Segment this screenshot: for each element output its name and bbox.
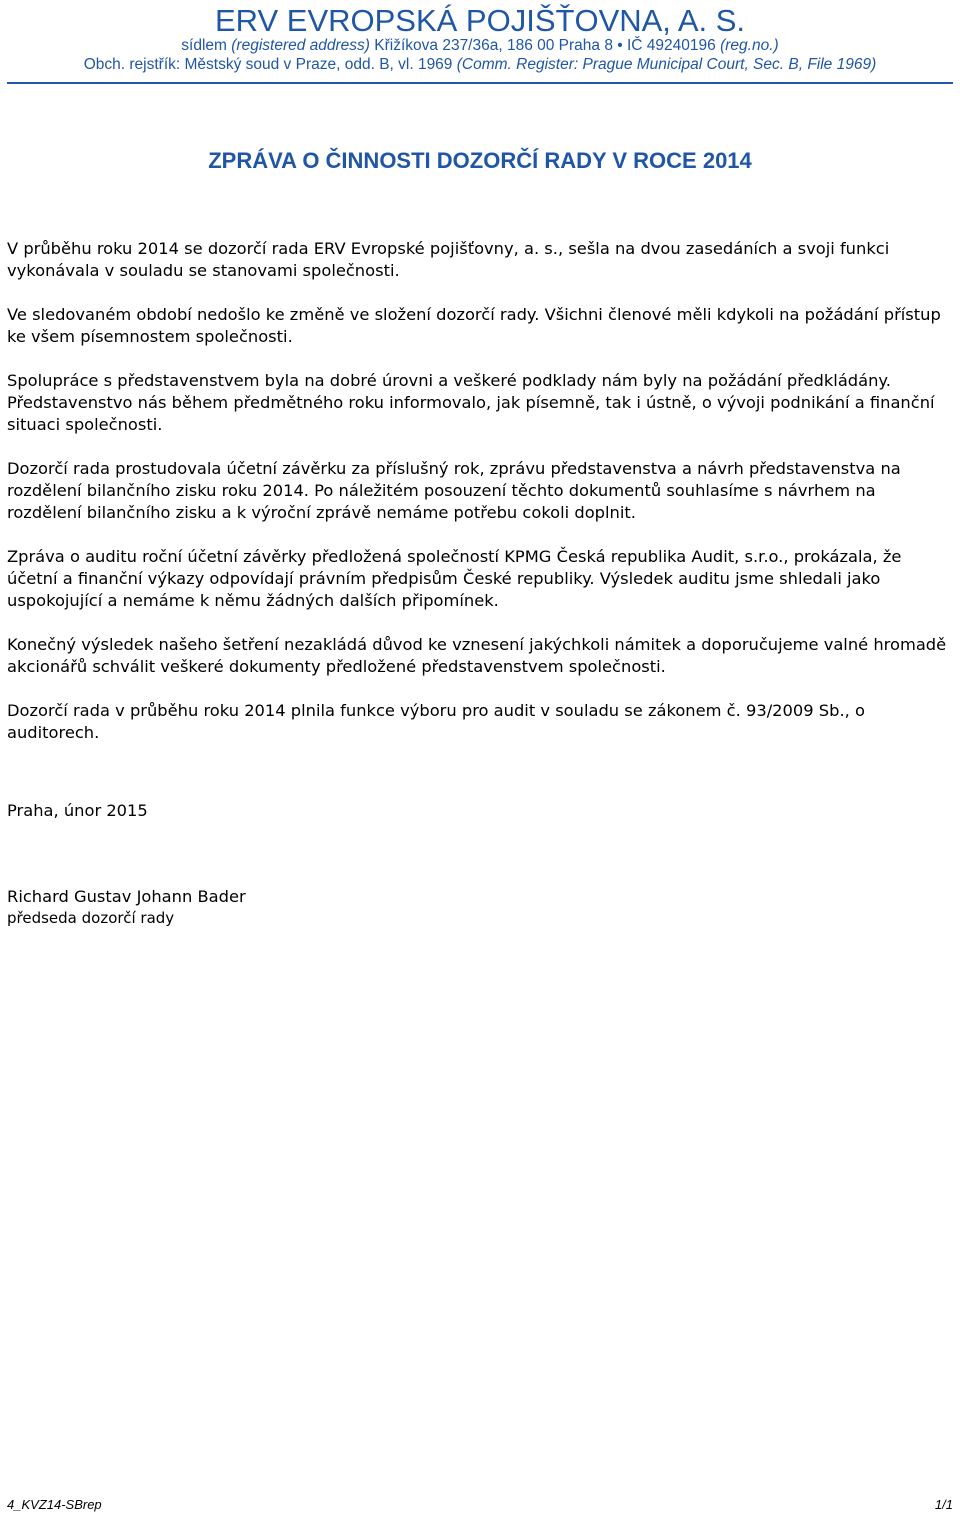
registered-address-line <box>0 37 960 55</box>
place-and-date: Praha, únor 2015 <box>7 801 148 820</box>
commercial-register-line <box>0 56 960 74</box>
header-divider <box>7 82 953 84</box>
registration-number-label: (reg.no.) <box>720 37 779 54</box>
paragraph-cooperation: Spolupráce s představenstvem byla na dobré úrovni a veškeré podklady nám byly na požádání předkládány. Představenstvo nás během předmětného roku informovalo, jak písemně, tak i ústně, o vývoji podnikání a finanční situaci společnosti. <box>7 371 935 434</box>
paragraph-financial-statements: Dozorčí rada prostudovala účetní závěrku za příslušný rok, zprávu představenstva a návrh představenstva na rozdělení bilančního zisku roku 2014. Po náležitém posouzení těchto dokumentů souhlasíme s návrhem na rozdělení bilančního zisku a k výroční zprávě nemáme potřebu cokoli doplnit. <box>7 459 901 522</box>
paragraph-composition: Ve sledovaném období nedošlo ke změně ve složení dozorčí rady. Všichni členové měli kdykoli na požádání přístup ke všem písemnostem společnosti. <box>7 305 941 346</box>
page-number: 1/1 <box>934 1497 953 1512</box>
paragraph-audit-committee: Dozorčí rada v průběhu roku 2014 plnila funkce výboru pro audit v souladu se zákonem č. 93/2009 Sb., o auditorech. <box>7 701 865 742</box>
register-text: Obch. rejstřík: Městský soud v Praze, odd. B, vl. 1969 <box>83 56 457 73</box>
signer-name: Richard Gustav Johann Bader <box>7 887 246 906</box>
address-text: Křižíkova 237/36a, 186 00 Praha 8 • IČ 49240196 <box>369 37 721 54</box>
paragraph-recommendation: Konečný výsledek našeho šetření nezakládá důvod ke vznesení jakýchkoli námitek a doporučujeme valné hromadě akcionářů schválit veškeré dokumenty předložené představenstvem společnosti. <box>7 635 947 676</box>
report-body <box>7 238 953 766</box>
document-id: 4_KVZ14-SBrep <box>7 1497 102 1512</box>
paragraph-audit: Zpráva o auditu roční účetní závěrky předložená společností KPMG Česká republika Audit, s.r.o., prokázala, že účetní a finanční výkazy odpovídají právním předpisům České republiky. Výsledek auditu jsme shledali jako uspokojující a nemáme k němu žádných dalších připomínek. <box>7 547 902 610</box>
address-english-label: (registered address) <box>231 37 370 54</box>
document-title: ZPRÁVA O ČINNOSTI DOZORČÍ RADY V ROCE 2014 <box>208 148 752 173</box>
signer-role: předseda dozorčí rady <box>7 909 175 927</box>
address-prefix: sídlem <box>181 37 232 54</box>
company-name: ERV EVROPSKÁ POJIŠŤOVNA, A. S. <box>214 3 746 38</box>
paragraph-meetings: V průběhu roku 2014 se dozorčí rada ERV Evropské pojišťovny, a. s., sešla na dvou zasedáních a svoji funkci vykonávala v souladu se stanovami společnosti. <box>7 239 890 280</box>
register-english-text: (Comm. Register: Prague Municipal Court, Sec. B, File 1969) <box>456 56 877 73</box>
